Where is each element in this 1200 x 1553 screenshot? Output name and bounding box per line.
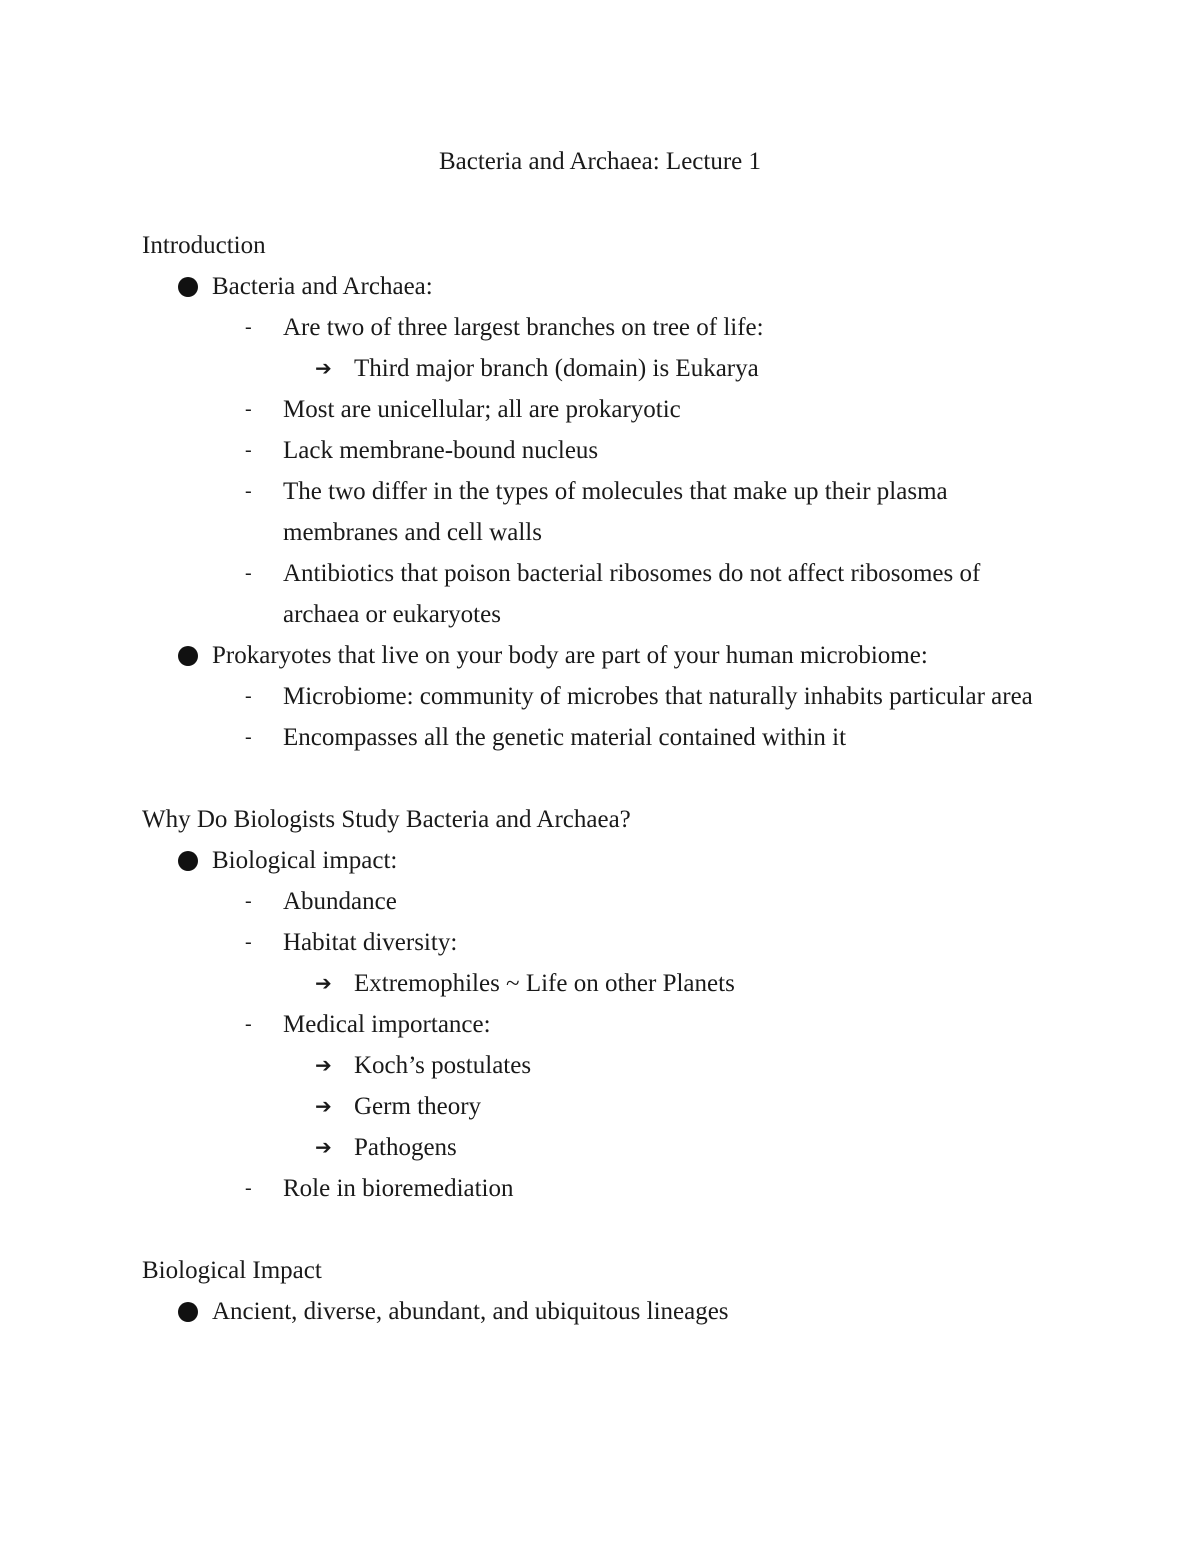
sub-item-text: Medical importance: [283, 1011, 491, 1038]
sub-item [142, 881, 1042, 922]
arrow-item-text: Pathogens [354, 1134, 457, 1161]
sub-item-text: Abundance [283, 888, 397, 915]
bullet-text: Prokaryotes that live on your body are part of your human microbiome: [212, 642, 928, 669]
dash-icon: - [245, 890, 252, 912]
bullet-item [142, 635, 1042, 676]
sub-item [142, 307, 1042, 348]
arrow-item [142, 1086, 1042, 1127]
dash-icon: - [245, 931, 252, 953]
bullet-list [142, 840, 1042, 1209]
sub-item-text: Are two of three largest branches on tree of life: [283, 314, 764, 341]
arrow-item-text: Koch’s postulates [354, 1052, 532, 1079]
sub-item [142, 717, 1042, 758]
sub-item-text: Antibiotics that poison bacterial ribosomes do not affect ribosomes of archaea or eukaryotes [283, 560, 981, 628]
sub-item [142, 1168, 1042, 1209]
bullet-list [142, 266, 1042, 758]
section-biological-impact [142, 1250, 1042, 1332]
bullet-dot-icon [178, 1302, 198, 1322]
dash-icon: - [245, 562, 252, 584]
sub-item [142, 553, 1042, 635]
arrow-item-text: Third major branch (domain) is Eukarya [354, 355, 759, 382]
dash-icon: - [245, 1177, 252, 1199]
bullet-dot-icon [178, 277, 198, 297]
dash-icon: - [245, 480, 252, 502]
sub-item [142, 471, 1042, 553]
sub-item-text: Lack membrane-bound nucleus [283, 437, 599, 464]
section-heading: Introduction [142, 232, 266, 259]
sub-item-text: Most are unicellular; all are prokaryotic [283, 396, 681, 423]
arrow-right-icon: ➔ [315, 1135, 332, 1159]
sub-item [142, 1004, 1042, 1045]
bullet-item [142, 840, 1042, 881]
bullet-item [142, 266, 1042, 307]
arrow-item-text: Extremophiles ~ Life on other Planets [354, 970, 735, 997]
section-why-study [142, 799, 1042, 1209]
dash-icon: - [245, 1013, 252, 1035]
sub-item [142, 389, 1042, 430]
sub-item [142, 676, 1042, 717]
section-introduction [142, 225, 1042, 758]
arrow-item [142, 1045, 1042, 1086]
arrow-item [142, 348, 1042, 389]
document-body [142, 225, 1042, 1332]
bullet-list [142, 1291, 1042, 1332]
arrow-right-icon: ➔ [315, 356, 332, 380]
bullet-text: Ancient, diverse, abundant, and ubiquitous lineages [212, 1298, 729, 1325]
sub-item-text: The two differ in the types of molecules that make up their plasma membranes and cell walls [283, 478, 948, 546]
dash-icon: - [245, 316, 252, 338]
bullet-dot-icon [178, 851, 198, 871]
document-title: Bacteria and Archaea: Lecture 1 [438, 148, 762, 175]
bullet-text: Biological impact: [212, 847, 398, 874]
sub-item-text: Role in bioremediation [283, 1175, 514, 1202]
bullet-item [142, 1291, 1042, 1332]
sub-item [142, 430, 1042, 471]
arrow-item [142, 963, 1042, 1004]
sub-item-text: Microbiome: community of microbes that naturally inhabits particular area [283, 683, 1033, 710]
sub-item [142, 922, 1042, 963]
arrow-right-icon: ➔ [315, 971, 332, 995]
dash-icon: - [245, 685, 252, 707]
bullet-text: Bacteria and Archaea: [212, 273, 433, 300]
sub-item-text: Encompasses all the genetic material contained within it [283, 724, 847, 751]
sub-item-text: Habitat diversity: [283, 929, 458, 956]
arrow-item [142, 1127, 1042, 1168]
section-heading: Why Do Biologists Study Bacteria and Archaea? [142, 806, 631, 833]
arrow-item-text: Germ theory [354, 1093, 482, 1120]
dash-icon: - [245, 398, 252, 420]
dash-icon: - [245, 726, 252, 748]
arrow-right-icon: ➔ [315, 1094, 332, 1118]
bullet-dot-icon [178, 646, 198, 666]
dash-icon: - [245, 439, 252, 461]
section-heading: Biological Impact [142, 1257, 322, 1284]
arrow-right-icon: ➔ [315, 1053, 332, 1077]
